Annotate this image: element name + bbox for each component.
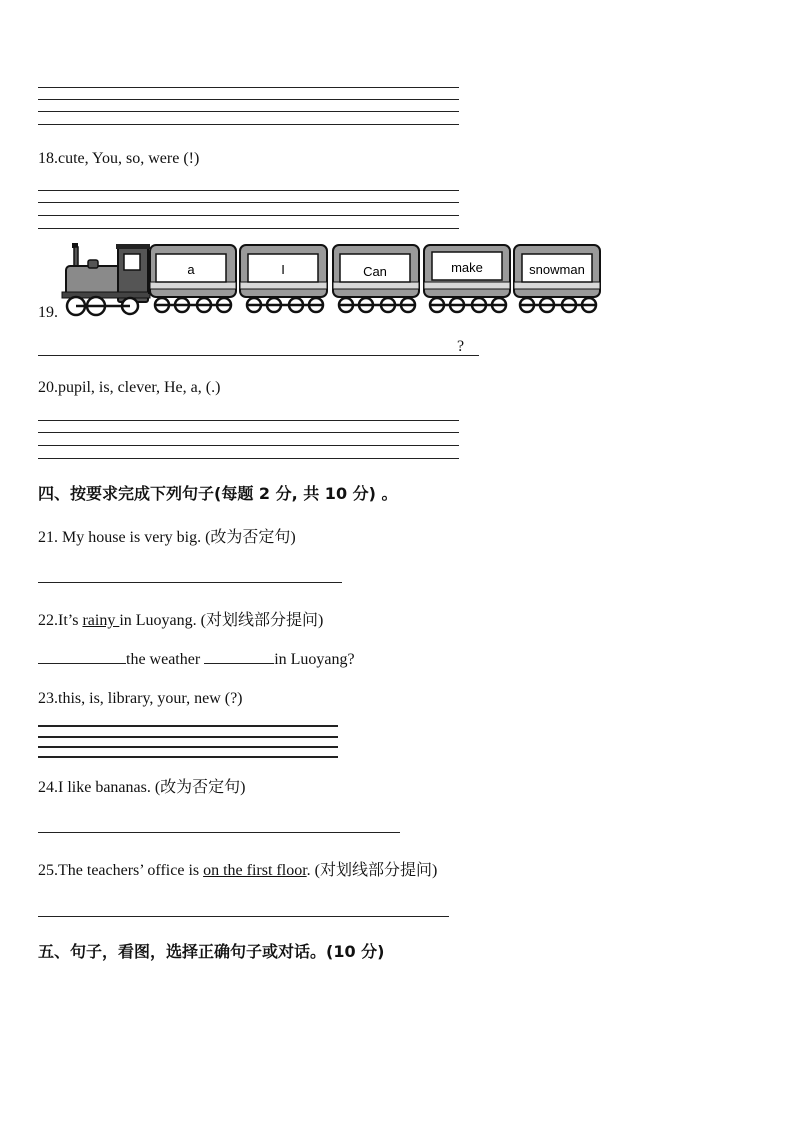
question-22-answer-part2: in Luoyang? — [274, 651, 355, 668]
answer-line-q21[interactable] — [38, 582, 342, 583]
question-22-suffix: in Luoyang. (对划线部分提问) — [119, 612, 324, 629]
train-word-4: make — [451, 260, 483, 275]
carriage-1 — [150, 245, 236, 312]
train-word-3: Can — [363, 264, 387, 279]
question-25-prefix: 25.The teachers’ office is — [38, 862, 204, 879]
question-25-suffix: . (对划线部分提问) — [306, 862, 438, 879]
answer-line-q25[interactable] — [38, 916, 449, 917]
question-23: 23.this, is, library, your, new (?) — [38, 690, 243, 707]
question-18: 18.cute, You, so, were (!) — [38, 150, 200, 167]
answer-blank-q22-2[interactable] — [204, 649, 274, 664]
train-word-2: I — [281, 262, 285, 277]
carriage-3 — [333, 245, 419, 312]
locomotive-icon — [62, 243, 154, 315]
question-20: 20.pupil, is, clever, He, a, (.) — [38, 379, 221, 396]
question-22-underlined: rainy — [82, 612, 120, 629]
question-25-underlined: on the first floor — [203, 862, 307, 879]
carriage-4 — [424, 245, 510, 312]
question-19-end-mark: ? — [457, 338, 465, 355]
answer-blank-q22-1[interactable] — [38, 649, 126, 664]
question-19-number: 19. — [38, 304, 58, 321]
train-word-1: a — [187, 262, 195, 277]
question-25 — [38, 857, 437, 880]
train-picture — [58, 240, 604, 320]
question-22-answer — [38, 649, 355, 669]
answer-line-q19[interactable] — [38, 355, 479, 356]
carriage-5 — [514, 245, 600, 312]
train-word-5: snowman — [529, 262, 585, 277]
question-22-prefix: 22.It’s — [38, 612, 83, 629]
question-24: 24.I like bananas. (改为否定句) — [38, 779, 246, 796]
section-5-heading: 五、句子，看图，选择正确句子或对话。(10 分) — [38, 942, 385, 961]
section-4-heading: 四、按要求完成下列句子(每题 2 分, 共 10 分) 。 — [38, 484, 398, 503]
answer-line-q24[interactable] — [38, 832, 400, 833]
question-22 — [38, 607, 323, 630]
question-22-answer-part1: the weather — [126, 651, 205, 668]
carriage-2 — [240, 245, 327, 312]
question-21: 21. My house is very big. (改为否定句) — [38, 529, 296, 546]
